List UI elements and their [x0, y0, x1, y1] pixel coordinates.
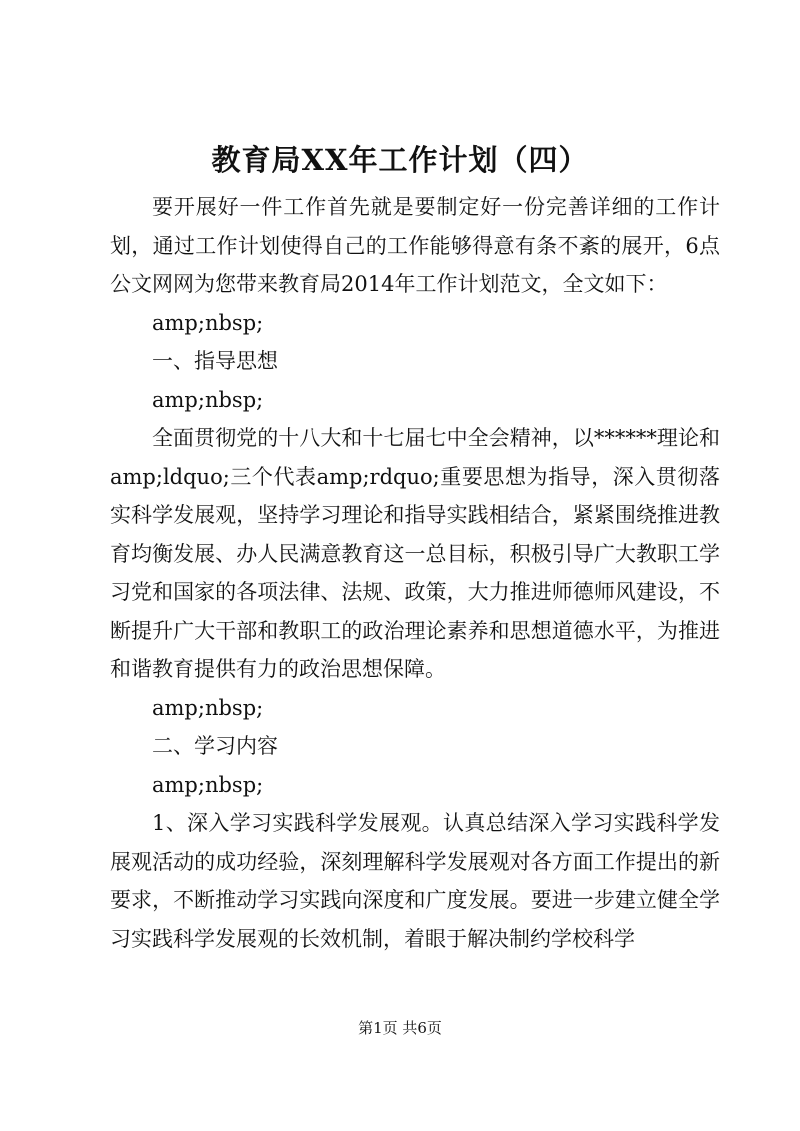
paragraph-spacer: amp;nbsp; — [152, 310, 264, 335]
section-heading-guiding-thought: 一、指导思想 — [152, 349, 278, 373]
document-body — [110, 188, 720, 958]
paragraph-spacer: amp;nbsp; — [152, 695, 264, 720]
paragraph-guiding-thought: 全面贯彻党的十八大和十七届七中全会精神，以******理论和amp;ldquo;三个代表amp;rdquo;重要思想为指导，深入贯彻落实科学发展观，坚持学习理论和指导实践相结合，紧紧围绕推进教育均衡发展、办人民满意教育这一总目标，积极引导广大教职工学习党和国家的各项法律、法规、政策，大力推进师德师风建设，不断提升广大干部和教职工的政治理论素养和思想道德水平，为推进和谐教育提供有力的政治思想保障。 — [110, 426, 720, 681]
page-footer: 第1页 共6页 — [358, 1019, 442, 1037]
paragraph-spacer: amp;nbsp; — [152, 772, 264, 797]
paragraph-study-item-1: 1、深入学习实践科学发展观。认真总结深入学习实践科学发展观活动的成功经验，深刻理解科学发展观对各方面工作提出的新要求，不断推动学习实践向深度和广度发展。要进一步建立健全学习实践科学发展观的长效机制，着眼于解决制约学校科学 — [110, 811, 720, 951]
document-title: 教育局XX年工作计划（四） — [211, 143, 589, 177]
paragraph-intro: 要开展好一件工作首先就是要制定好一份完善详细的工作计划，通过工作计划使得自己的工作能够得意有条不紊的展开，6点公文网网为您带来教育局2014年工作计划范文，全文如下： — [110, 195, 720, 296]
section-heading-study-content: 二、学习内容 — [152, 734, 278, 758]
paragraph-spacer: amp;nbsp; — [152, 387, 264, 412]
